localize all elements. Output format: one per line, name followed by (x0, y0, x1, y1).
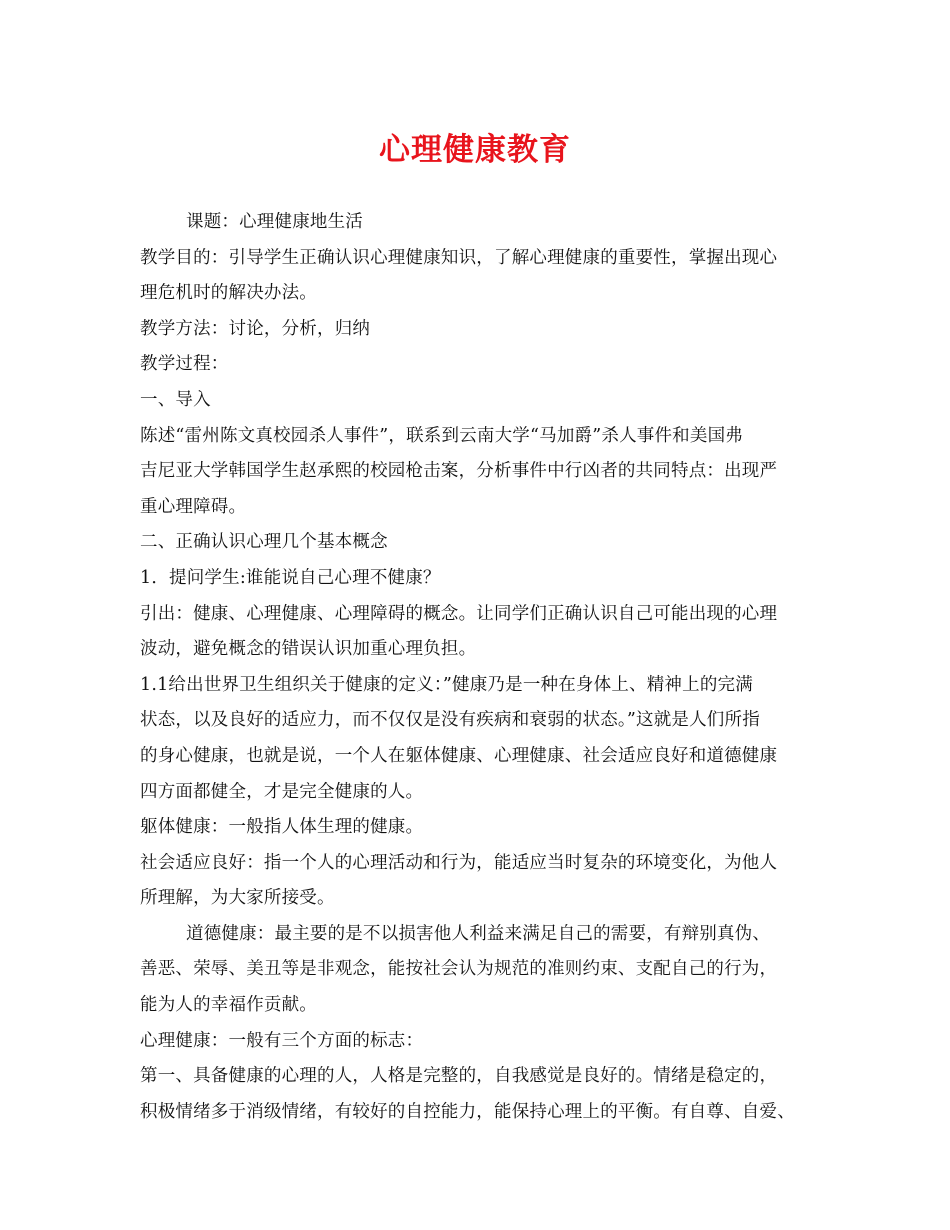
course-topic-line: 课题：心理健康地生活 (186, 212, 363, 232)
paragraph-line: 重心理障碍。 (140, 496, 247, 517)
section-heading: 一、导入 (140, 389, 211, 410)
paragraph-line: 四方面都健全，才是完全健康的人。 (140, 781, 424, 802)
paragraph-line: 心理健康：一般有三个方面的标志： (140, 1030, 424, 1051)
paragraph-line: 1．提问学生:谁能说自己心理不健康？ (140, 567, 441, 588)
document-body (140, 205, 830, 1130)
paragraph-line: 所理解，为大家所接受。 (140, 888, 335, 909)
paragraph-line: 波动，避免概念的错误认识加重心理负担。 (140, 639, 477, 660)
section-heading: 二、正确认识心理几个基本概念 (140, 532, 388, 553)
paragraph-line: 善恶、荣辱、美丑等是非观念，能按社会认为规范的准则约束、支配自己的行为， (140, 959, 778, 980)
paragraph-line: 吉尼亚大学韩国学生赵承熙的校园枪击案，分析事件中行凶者的共同特点：出现严 (140, 461, 778, 482)
paragraph-line: 躯体健康：一般指人体生理的健康。 (140, 817, 424, 838)
paragraph-line: 积极情绪多于消级情绪，有较好的自控能力，能保持心理上的平衡。有自尊、自爱、 (140, 1101, 795, 1122)
paragraph-line: 教学目的：引导学生正确认识心理健康知识，了解心理健康的重要性，掌握出现心 (140, 247, 778, 268)
paragraph-line: 社会适应良好：指一个人的心理活动和行为，能适应当时复杂的环境变化，为他人 (140, 852, 778, 873)
paragraph-line: 教学方法：讨论，分析，归纳 (140, 318, 371, 339)
paragraph-line: 理危机时的解决办法。 (140, 283, 317, 304)
document-title: 心理健康教育 (379, 132, 571, 168)
paragraph-line: 引出：健康、心理健康、心理障碍的概念。让同学们正确认识自己可能出现的心理 (140, 603, 778, 624)
paragraph-line: 教学过程： (140, 354, 229, 375)
paragraph-line: 陈述“雷州陈文真校园杀人事件”，联系到云南大学“马加爵”杀人事件和美国弗 (140, 425, 743, 446)
paragraph-line: 道德健康：最主要的是不以损害他人利益来满足自己的需要，有辩别真伪、 (186, 923, 771, 944)
paragraph-line: 状态，以及良好的适应力，而不仅仅是没有疾病和衰弱的状态。”这就是人们所指 (140, 710, 760, 731)
paragraph-line: 1.1给出世界卫生组织关于健康的定义：”健康乃是一种在身体上、精神上的完满 (140, 674, 753, 695)
paragraph-line: 的身心健康，也就是说，一个人在躯体健康、心理健康、社会适应良好和道德健康 (140, 745, 778, 766)
paragraph-line: 第一、具备健康的心理的人，人格是完整的，自我感觉是良好的。情绪是稳定的， (140, 1066, 778, 1087)
paragraph-line: 能为人的幸福作贡献。 (140, 995, 317, 1016)
